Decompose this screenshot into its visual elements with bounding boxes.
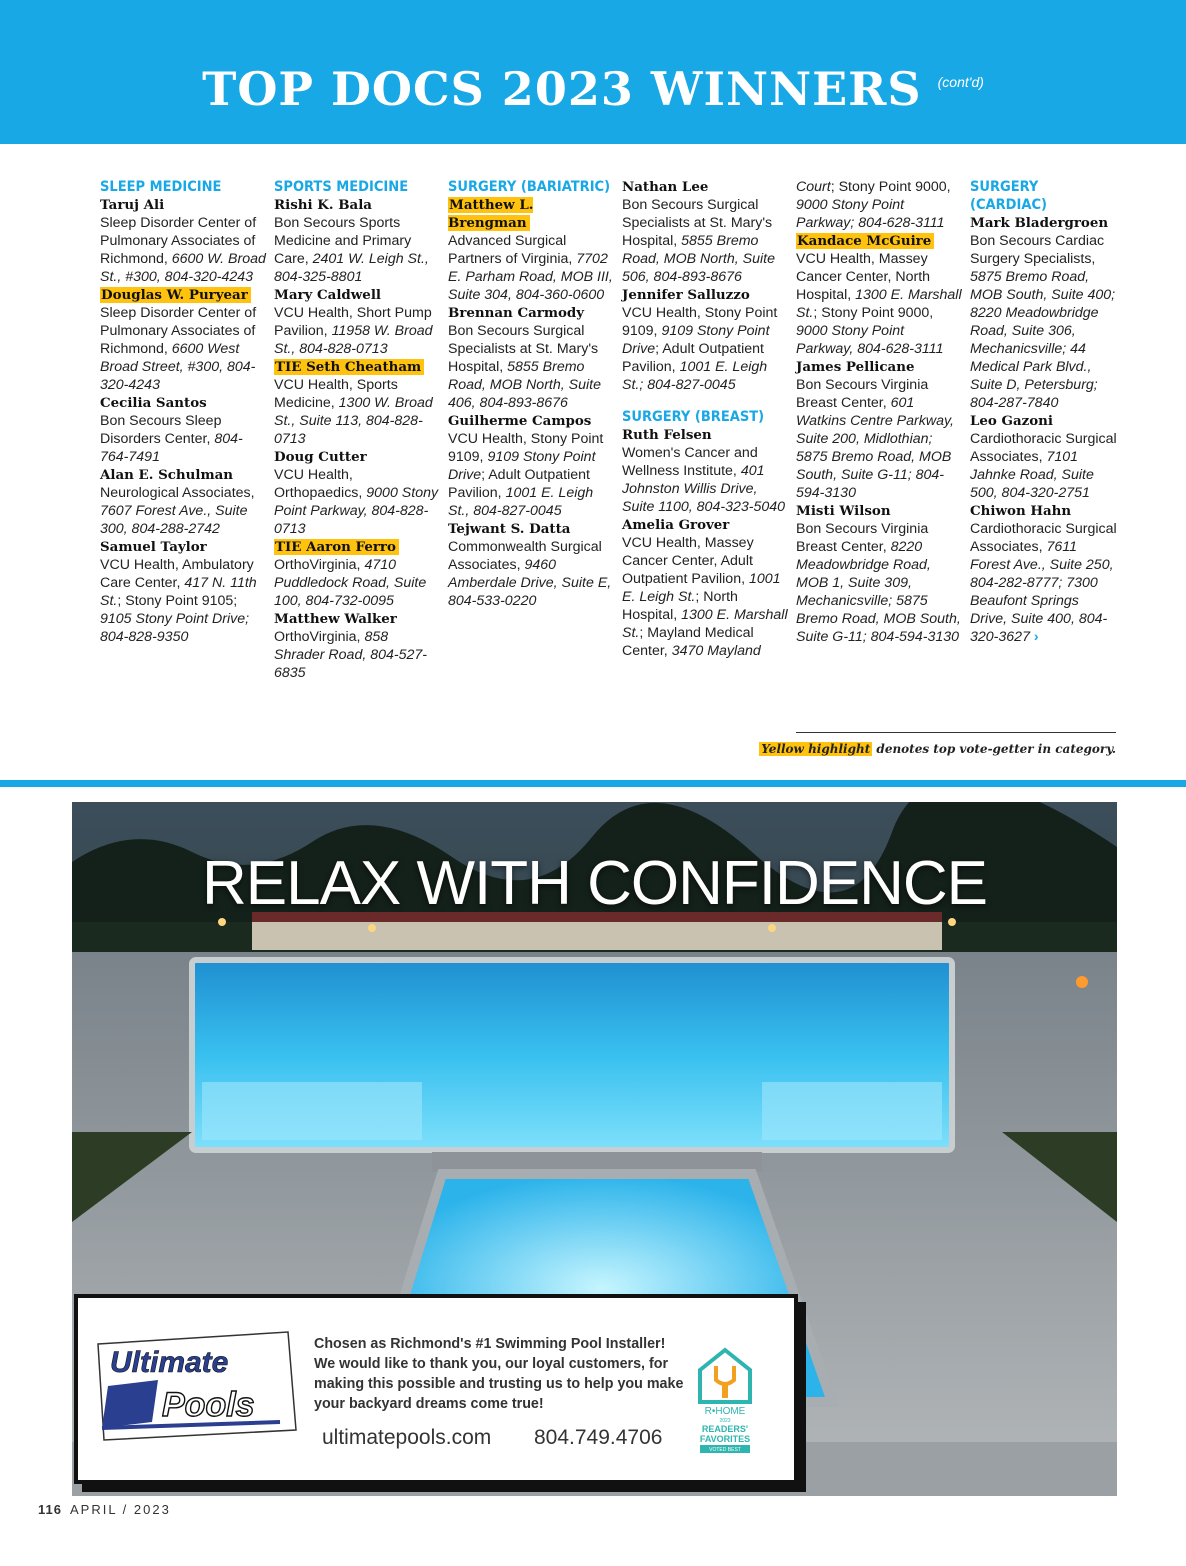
doctor-name — [796, 502, 964, 520]
practice-text: Bon Secours Sports Medicine and Primary Care, — [274, 215, 412, 267]
doctor-name-text: TIE Aaron Ferro — [274, 539, 399, 555]
practice-text: Bon Secours Surgical Specialists at St. Mary's Hospital, — [448, 323, 599, 375]
address-text: 1001 E. Leigh St., 804-827-0045 — [448, 485, 594, 519]
ad-headline: RELAX WITH CONFIDENCE — [201, 849, 988, 918]
practice-text: ; North Hospital, — [622, 589, 738, 623]
legend-text: denotes top vote-getter in category. — [872, 742, 1116, 756]
doctor-name-text: Samuel Taylor — [100, 539, 207, 555]
doctor-details — [100, 304, 268, 394]
doctor-details — [796, 376, 964, 502]
doctor-details — [274, 628, 442, 682]
practice-text: Women's Cancer and Wellness Institute, — [622, 445, 758, 479]
doctor-name — [970, 214, 1118, 232]
practice-text: Sleep Disorder Center of Pulmonary Associates of Richmond, — [100, 215, 257, 267]
page-title: TOP DOCS 2023 WINNERS $^{(cont'd)}$ — [202, 62, 984, 116]
category-heading: SLEEP MEDICINE — [100, 179, 222, 195]
practice-text: VCU Health, Massey Cancer Center, North Hospital, — [796, 251, 931, 303]
doctor-name-highlighted — [274, 538, 442, 556]
address-text: 1300 W. Broad St., Suite 113, 804-828-0713 — [274, 395, 433, 447]
address-text: 6600 West Broad Street, #300, 804-320-4243 — [100, 341, 256, 393]
doctor-name — [448, 520, 616, 538]
address-text: 601 Watkins Centre Parkway, Suite 200, Midlothian; 5875 Bremo Road, MOB South, Suite G-11; 804-594-3130 — [796, 395, 954, 501]
doctor-details — [448, 538, 616, 610]
practice-text: Cardiothoracic Surgical Associates, — [970, 521, 1117, 555]
doctor-name-text: TIE Seth Cheatham — [274, 359, 424, 375]
doctor-name — [274, 448, 442, 466]
practice-text: Commonwealth Surgical Associates, — [448, 539, 602, 573]
doctor-details — [622, 534, 790, 660]
address-text: 9000 Stony Point Parkway; 804-628-3111 — [796, 197, 945, 231]
doctor-details — [796, 520, 964, 646]
practice-text: VCU Health, Ambulatory Care Center, — [100, 557, 254, 591]
category-heading: SPORTS MEDICINE — [274, 179, 409, 195]
continue-chevron-icon: › — [1029, 629, 1039, 645]
address-text: 5855 Bremo Road, MOB North, Suite 406, 804-893-8676 — [448, 359, 601, 411]
issue-date: APRIL / 2023 — [69, 1502, 171, 1517]
continued-label: (cont'd) — [937, 74, 984, 90]
address-text: 9000 Stony Point Parkway, 804-628-3111 — [796, 323, 944, 357]
column-sports-medicine — [274, 178, 442, 682]
doctor-details — [622, 444, 790, 516]
doctor-name — [274, 196, 442, 214]
doctor-name — [622, 426, 790, 444]
doctor-name — [796, 358, 964, 376]
doctor-details — [100, 214, 268, 286]
practice-text: OrthoVirginia, — [274, 557, 365, 573]
doctor-details — [622, 196, 790, 286]
badge-favorites: FAVORITES — [699, 1434, 751, 1444]
doctor-name — [100, 196, 268, 214]
practice-text: VCU Health, Stony Point 9109, — [622, 305, 778, 339]
address-text: 1001 E. Leigh St.; 804-827-0045 — [622, 359, 768, 393]
legend-highlight-sample: Yellow highlight — [761, 742, 871, 756]
practice-text: Sleep Disorder Center of Pulmonary Associates of Richmond, — [100, 305, 257, 357]
address-text: 11958 W. Broad St., 804-828-0713 — [274, 323, 433, 357]
doctor-name-text: Douglas W. Puryear — [100, 287, 251, 303]
practice-text: VCU Health, Orthopaedics, — [274, 467, 367, 501]
doctor-name — [970, 502, 1118, 520]
address-text: Court — [796, 179, 831, 195]
practice-text: VCU Health, Stony Point 9109, — [448, 431, 604, 465]
doctor-name-highlighted — [796, 232, 964, 250]
practice-text: VCU Health, Massey Cancer Center, Adult Outpatient Pavilion, — [622, 535, 754, 587]
doctor-name — [622, 286, 790, 304]
address-text: 1300 E. Marshall St. — [796, 287, 962, 321]
doctor-name-text: Tejwant S. Datta — [448, 521, 571, 537]
column-surgery-bariatric — [448, 178, 616, 610]
doctor-name-text: Mark Bladergroen — [970, 215, 1109, 231]
doctor-name — [448, 412, 616, 430]
practice-text: ; Stony Point 9000, — [830, 179, 951, 195]
doctor-name-text: Matthew Walker — [274, 611, 397, 627]
address-text: 401 Johnston Willis Drive, Suite 1100, 804-323-5040 — [622, 463, 786, 515]
doctor-name-text: Alan E. Schulman — [100, 467, 234, 483]
doctor-details — [448, 430, 616, 520]
doctor-details — [448, 232, 616, 304]
column-surgery-cardiac — [970, 178, 1118, 646]
doctor-name — [448, 304, 616, 322]
doctor-details — [622, 304, 790, 394]
doctor-details — [274, 214, 442, 286]
category-heading: SURGERY (BARIATRIC) — [448, 179, 611, 195]
ad-info-box — [74, 1294, 798, 1484]
doctor-name-text: Amelia Grover — [622, 517, 730, 533]
badge-brand: R•HOME — [704, 1406, 746, 1417]
category-heading: SURGERY (CARDIAC) — [970, 179, 1047, 213]
practice-text: ; Mayland Medical Center, — [622, 625, 754, 659]
practice-text: ; Adult Outpatient Pavilion, — [448, 467, 590, 501]
doctor-name — [100, 466, 268, 484]
doctor-name — [970, 412, 1118, 430]
address-text: 9460 Amberdale Drive, Suite E, 804-533-0220 — [448, 557, 612, 609]
doctor-name-text: Mary Caldwell — [274, 287, 382, 303]
doctor-name-highlighted — [274, 358, 442, 376]
doctor-name-text: Nathan Lee — [622, 179, 709, 195]
doctor-details — [970, 430, 1118, 502]
address-text: 5875 Bremo Road, MOB South, Suite 400; 8220 Meadowbridge Road, Suite 306, Mechanicsville; 44 Medical Park Blvd., Suite D, Petersburg; 804-287-7840 — [970, 269, 1116, 411]
page-footer — [38, 1502, 171, 1517]
practice-text: OrthoVirginia, — [274, 629, 365, 645]
badge-voted-best: VOTED BEST — [709, 1447, 741, 1453]
address-text: 804-764-7491 — [100, 431, 243, 465]
column-surgery-continued — [622, 178, 790, 660]
address-text: 7702 E. Parham Road, MOB III, Suite 304, 804-360-0600 — [448, 251, 613, 303]
practice-text: Bon Secours Virginia Breast Center, — [796, 377, 929, 411]
address-text: 1300 E. Marshall St. — [622, 607, 788, 641]
column-surgery-breast-continued — [796, 178, 964, 646]
address-text: 8220 Meadowbridge Road, MOB 1, Suite 309, Mechanicsville; 5875 Bremo Road, MOB South, Suite G-11; 804-594-3130 — [796, 539, 961, 645]
address-text: 4710 Puddledock Road, Suite 100, 804-732-0095 — [274, 557, 427, 609]
practice-text: Advanced Surgical Partners of Virginia, — [448, 233, 577, 267]
doctor-name — [274, 286, 442, 304]
doctor-name-text: Doug Cutter — [274, 449, 367, 465]
doctor-name-text: Matthew L. Brengman — [448, 197, 534, 231]
address-text: 9000 Stony Point Parkway, 804-828-0713 — [274, 485, 439, 537]
practice-text: ; Stony Point 9000, — [813, 305, 934, 321]
address-text: 417 N. 11th St. — [100, 575, 257, 609]
doctor-details — [100, 412, 268, 466]
practice-text: VCU Health, Sports Medicine, — [274, 377, 398, 411]
doctor-details — [100, 484, 268, 538]
column-sleep-medicine — [100, 178, 268, 646]
logo-line-2: Pools — [162, 1386, 255, 1424]
doctor-name — [622, 516, 790, 534]
doctor-details — [796, 178, 964, 232]
badge-readers: READERS' — [701, 1424, 749, 1434]
pool-advertisement — [72, 802, 1117, 1496]
ad-phone: 804.749.4706 — [534, 1426, 663, 1449]
doctor-details — [274, 556, 442, 610]
address-text: 3470 Mayland — [671, 643, 761, 659]
doctor-name-text: Leo Gazoni — [970, 413, 1053, 429]
legend-divider — [796, 732, 1116, 733]
practice-text: Bon Secours Virginia Breast Center, — [796, 521, 929, 555]
address-text: 7611 Forest Ave., Suite 250, 804-282-8777; 7300 Beaufont Springs Drive, Suite 400, 804-320-3627 — [970, 539, 1114, 645]
section-divider — [0, 780, 1186, 787]
logo-line-1: Ultimate — [110, 1346, 229, 1379]
doctor-name — [274, 610, 442, 628]
doctor-name-text: Brennan Carmody — [448, 305, 585, 321]
doctor-name — [100, 394, 268, 412]
doctor-details — [796, 250, 964, 358]
practice-text: Bon Secours Cardiac Surgery Specialists, — [970, 233, 1105, 267]
doctor-details — [274, 376, 442, 448]
address-text: 2401 W. Leigh St., 804-325-8801 — [274, 251, 429, 285]
readers-favorites-badge-icon — [694, 1344, 756, 1454]
address-text: 9109 Stony Point Drive — [622, 323, 770, 357]
page-number: 116 — [38, 1502, 62, 1517]
highlight-legend — [759, 742, 1116, 756]
doctor-name-text: Taruj Ali — [100, 197, 165, 213]
doctor-details — [100, 556, 268, 646]
doctor-details — [274, 466, 442, 538]
doctor-name-text: Misti Wilson — [796, 503, 891, 519]
ad-website: ultimatepools.com — [322, 1426, 492, 1449]
address-text: 7607 Forest Ave., Suite 300, 804-288-2742 — [100, 503, 248, 537]
practice-text: Neurological Associates, — [100, 485, 255, 501]
doctor-details — [274, 304, 442, 358]
ultimate-pools-logo — [92, 1330, 302, 1442]
practice-text: Cardiothoracic Surgical Associates, — [970, 431, 1117, 465]
doctor-details — [970, 520, 1118, 646]
doctor-name-text: Ruth Felsen — [622, 427, 712, 443]
address-text: 1001 E. Leigh St. — [622, 571, 781, 605]
doctor-name-text: Guilherme Campos — [448, 413, 592, 429]
address-text: 6600 W. Broad St., #300, 804-320-4243 — [100, 251, 266, 285]
doctor-name-highlighted — [100, 286, 268, 304]
doctor-name-text: Rishi K. Bala — [274, 197, 372, 213]
address-text: 5855 Bremo Road, MOB North, Suite 506, 804-893-8676 — [622, 233, 775, 285]
address-text: 9109 Stony Point Drive — [448, 449, 596, 483]
doctor-name-text: Chiwon Hahn — [970, 503, 1072, 519]
doctor-name-text: James Pellicane — [796, 359, 915, 375]
doctor-details — [448, 322, 616, 412]
practice-text: ; Adult Outpatient Pavilion, — [622, 341, 764, 375]
address-text: 858 Shrader Road, 804-527-6835 — [274, 629, 428, 681]
badge-year: 2023 — [719, 1418, 731, 1424]
address-text: 9105 Stony Point Drive; 804-828-9350 — [100, 611, 250, 645]
doctor-name-text: Kandace McGuire — [796, 233, 934, 249]
practice-text: Bon Secours Sleep Disorders Center, — [100, 413, 222, 447]
doctor-name — [100, 538, 268, 556]
practice-text: Bon Secours Surgical Specialists at St. Mary's Hospital, — [622, 197, 773, 249]
ad-body-text: Chosen as Richmond's #1 Swimming Pool Installer! We would like to thank you, our loyal customers, for making this possible and trusting us to help you make your backyard dreams come true! — [314, 1336, 684, 1412]
doctor-name-text: Jennifer Salluzzo — [622, 287, 750, 303]
practice-text: ; Stony Point 9105; — [117, 593, 238, 609]
doctor-name-highlighted — [448, 196, 616, 232]
doctor-details — [970, 232, 1118, 412]
doctor-name-text: Cecilia Santos — [100, 395, 207, 411]
category-heading: SURGERY (BREAST) — [622, 409, 765, 425]
address-text: 7101 Jahnke Road, Suite 500, 804-320-2751 — [970, 449, 1094, 501]
doctor-name — [622, 178, 790, 196]
practice-text: VCU Health, Short Pump Pavilion, — [274, 305, 432, 339]
header-banner — [0, 0, 1186, 144]
